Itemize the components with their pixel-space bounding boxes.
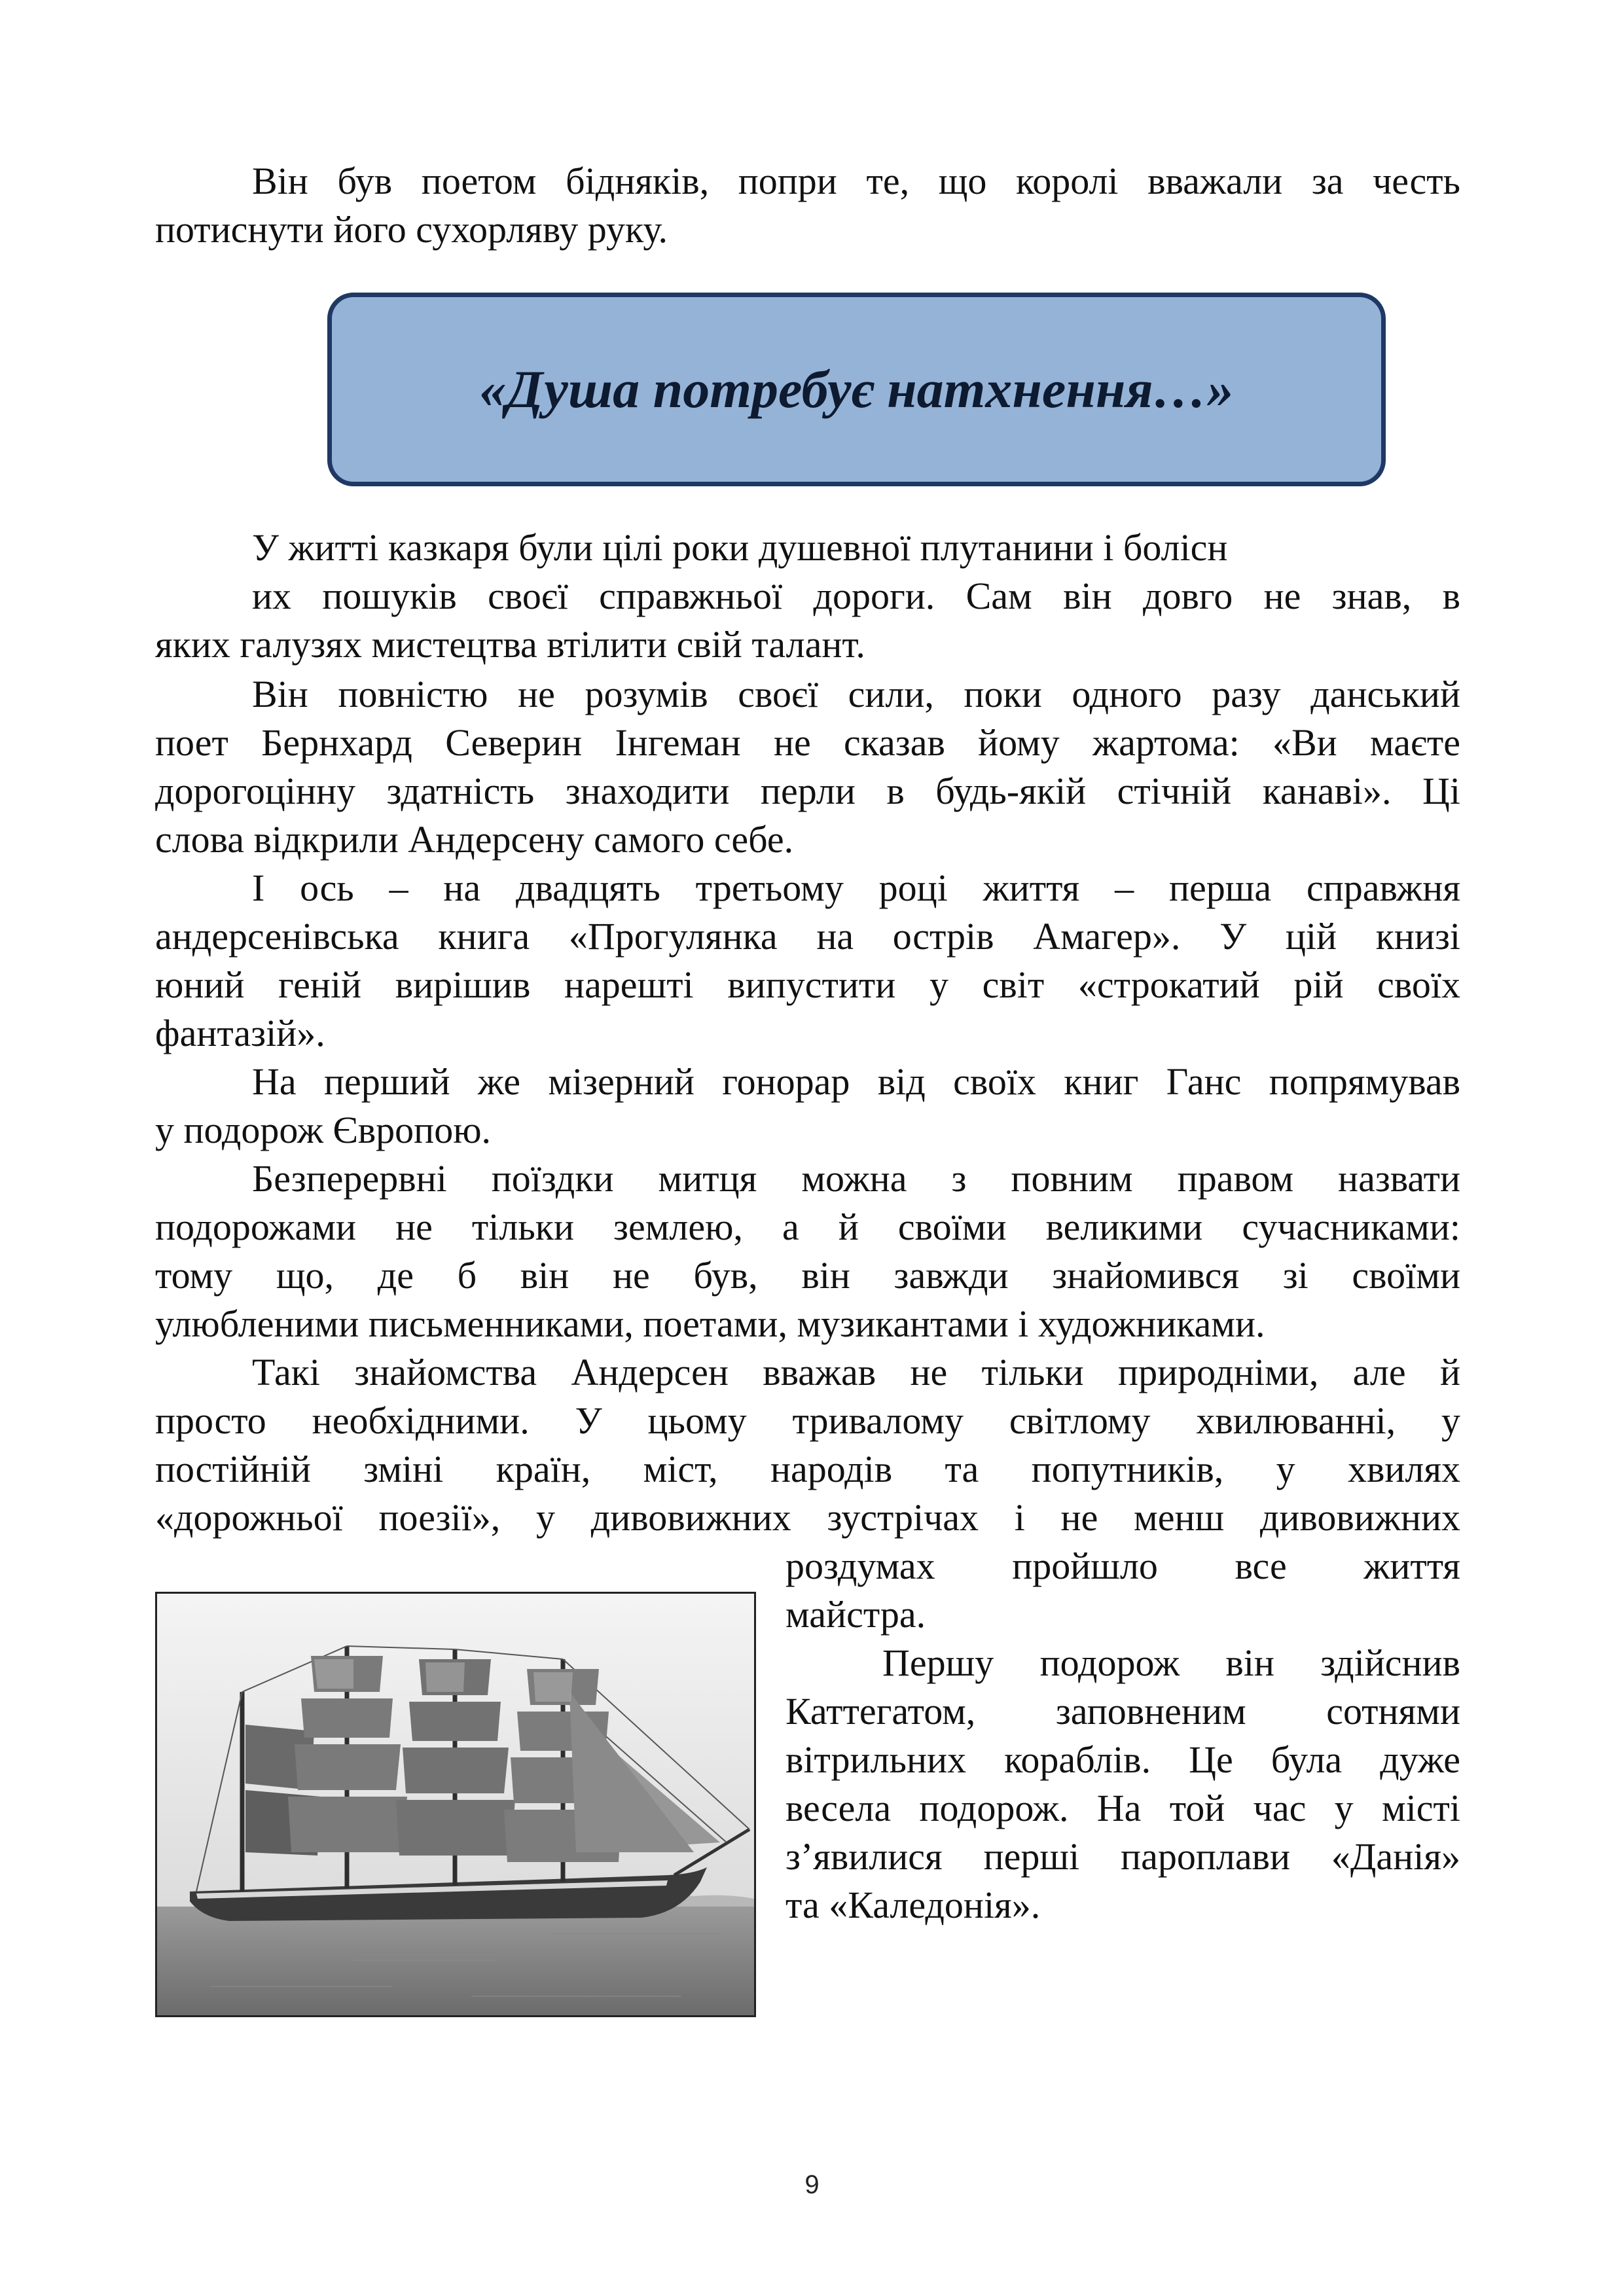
text-line: Безперервні поїздки митця можна з повним правом назвати	[252, 1157, 1460, 1200]
paragraph-4	[155, 864, 1460, 1058]
text-line: «дорожньої поезії», у дивовижних зустрічах і не менш дивовижних	[155, 1496, 1460, 1539]
paragraph-7-continued	[785, 1542, 1460, 1639]
paragraph-6	[155, 1155, 1460, 1348]
text-line: их пошуків своєї справжньої дороги. Сам він довго не знав, в	[252, 575, 1460, 617]
quote-title: «Душа потребує натхнення…»	[479, 359, 1234, 419]
text-line: У житті казкаря були цілі роки душевної плутанини і болісн	[252, 526, 1228, 569]
text-line: слова відкрили Андерсену самого себе.	[155, 818, 794, 861]
text-line: у подорож Європою.	[155, 1109, 492, 1151]
text-line: потиснути його сухорляву руку.	[155, 208, 668, 251]
sailing-ship-icon	[157, 1594, 754, 2015]
text-line: Він був поетом бідняків, попри те, що королі вважали за честь	[252, 160, 1460, 202]
text-line: постійній зміні країн, міст, народів та попутників, у хвилях	[155, 1448, 1460, 1490]
quote-title-box	[327, 293, 1386, 486]
paragraph-8	[785, 1639, 1460, 1929]
text-line: Він повністю не розумів своєї сили, поки одного разу данський	[252, 673, 1460, 715]
text-line: яких галузях мистецтва втілити свій талант.	[155, 623, 865, 666]
paragraph-7	[155, 1348, 1460, 1542]
text-line: Каттегатом, заповненим сотнями	[785, 1690, 1460, 1732]
paragraph-2	[155, 524, 1460, 669]
text-line: подорожами не тільки землею, а й своїми великими сучасниками:	[155, 1206, 1460, 1248]
paragraph-3	[155, 670, 1460, 864]
text-line: та «Каледонія».	[785, 1884, 1041, 1926]
text-line: поет Бернхард Северин Інгеман не сказав йому жартома: «Ви маєте	[155, 721, 1460, 764]
text-line: просто необхідними. У цьому тривалому світлому хвилюванні, у	[155, 1399, 1460, 1442]
text-line: юний геній вирішив нарешті випустити у світ «строкатий рій своїх	[155, 963, 1460, 1006]
text-line: андерсенівська книга «Прогулянка на острів Амагер». У цій книзі	[155, 915, 1460, 958]
text-line: Такі знайомства Андерсен вважав не тільки природніми, але й	[252, 1351, 1460, 1393]
text-line: дорогоцінну здатність знаходити перли в будь-якій стічній канаві». Ці	[155, 770, 1460, 812]
text-line: тому що, де б він не був, він завжди знайомився зі своїми	[155, 1254, 1460, 1297]
text-line: фантазій».	[155, 1012, 325, 1054]
text-line: На перший же мізерний гонорар від своїх книг Ганс попрямував	[252, 1060, 1460, 1103]
text-line: улюбленими письменниками, поетами, музикантами і художниками.	[155, 1302, 1265, 1345]
paragraph-1	[155, 157, 1460, 254]
sailing-ship-photo	[155, 1592, 756, 2017]
text-line: майстра.	[785, 1593, 926, 1636]
text-line: з’явилися перші пароплави «Данія»	[785, 1835, 1460, 1878]
text-line: роздумах пройшло все життя	[785, 1545, 1460, 1587]
text-line: І ось – на двадцять третьому році життя – перша справжня	[252, 867, 1460, 909]
text-line: Першу подорож він здійснив	[882, 1641, 1460, 1684]
paragraph-5	[155, 1058, 1460, 1155]
text-line: вітрильних кораблів. Це була дуже	[785, 1738, 1460, 1781]
page-number: 9	[804, 2170, 820, 2199]
text-line: весела подорож. На той час у місті	[785, 1787, 1460, 1829]
